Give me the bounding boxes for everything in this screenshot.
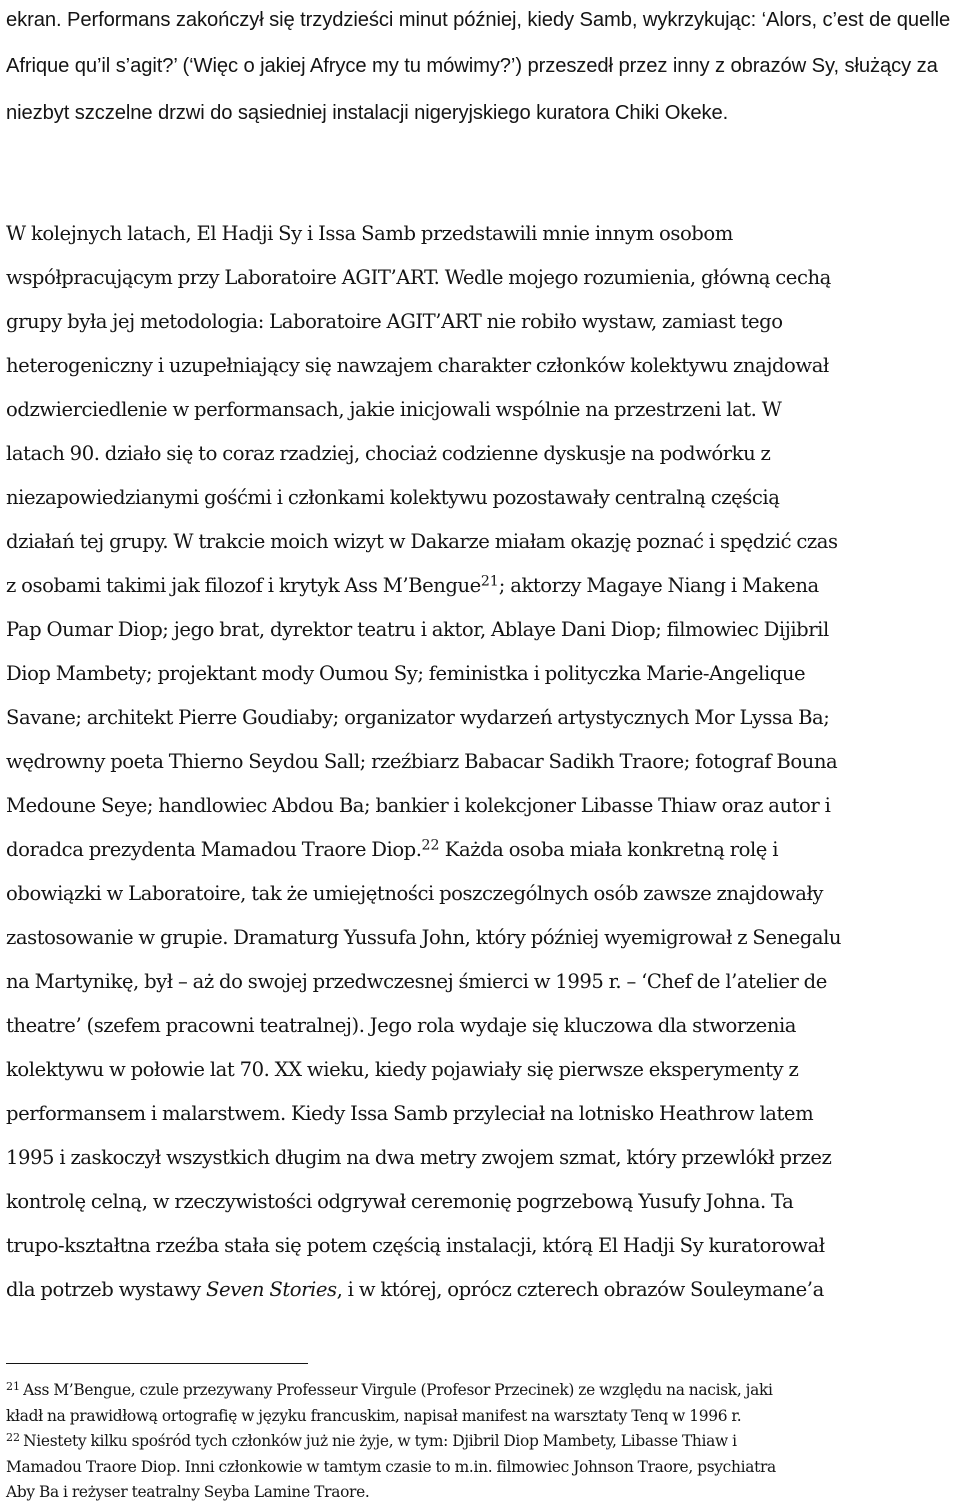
paragraph-2-line: grupy była jej metodologia: Laboratoire AGIT’ART nie robiło wystaw, zamiast tego [6,310,783,333]
line-text: ; aktorzy Magaye Niang i Makena [498,574,819,597]
paragraph-1: ekran. Performans zakończył się trzydzieści minut później, kiedy Samb, wykrzykując: ‘Alors, c’est de quelle Afrique qu’il s’agit?’ (‘Więc o jakiej Afryce my tu mówimy?’) przeszedł przez inny z obrazów Sy, służący za niezbyt szczelne drzwi do sąsiedniej instalacji nigeryjskiego kuratora Chiki Okeke. [6,9,951,124]
footnote-line: kładł na prawidłową ortografię w języku francuskim, napisał manifest na warsztaty Tenq w 1996 r. [6,1406,742,1425]
paragraph-2-line [6,828,954,872]
paragraph-2-line: theatre’ (szefem pracowni teatralnej). Jego rola wydaje się kluczowa dla stworzenia [6,1014,797,1037]
line-text: Każda osoba miała konkretną rolę i [439,838,779,861]
paragraph-2-line: Pap Oumar Diop; jego brat, dyrektor teatru i aktor, Ablaye Dani Diop; filmowiec Dijibril [6,618,829,641]
footnote-ref-21[interactable]: 21 [480,573,499,590]
paragraph-2-line: współpracującym przy Laboratoire AGIT’ART. Wedle mojego rozumienia, główną cechą [6,266,831,289]
paragraph-2-line: heterogeniczny i uzupełniający się nawzajem charakter członków kolektywu znajdował [6,354,829,377]
footnotes [6,1378,954,1506]
footnote-line: Mamadou Traore Diop. Inni członkowie w tamtym czasie to m.in. filmowiec Johnson Traore, psychiatra [6,1457,776,1476]
footnote-line: Aby Ba i reżyser teatralny Seyba Lamine Traore. [6,1483,370,1501]
paragraph-2-line: 1995 i zaskoczył wszystkich długim na dwa metry zwojem szmat, który przewlókł przez [6,1146,832,1169]
exhibition-title: Seven Stories [206,1278,337,1301]
paragraph-2-line: W kolejnych latach, El Hadji Sy i Issa Samb przedstawili mnie innym osobom [6,222,733,245]
footnote-21 [6,1378,954,1429]
paragraph-2-line: latach 90. działo się to coraz rzadziej, chociaż codzienne dyskusje na podwórku z [6,442,771,465]
line-text: Ass M’Bengue, czule przezywany Professeur Virgule (Profesor Przecinek) ze względu na nacisk, jaki [23,1381,773,1399]
footnote-number: 22 [6,1431,21,1445]
paragraph-2-line [6,1268,954,1312]
paragraph-2-line: wędrowny poeta Thierno Seydou Sall; rzeźbiarz Babacar Sadikh Traore; fotograf Bouna [6,750,838,773]
paragraph-2-line: działań tej grupy. W trakcie moich wizyt w Dakarze miałam okazję poznać i spędzić czas [6,530,838,553]
footnote-line [6,1378,954,1404]
footnote-ref-22[interactable]: 22 [421,837,440,854]
paragraph-2-line: trupo-kształtna rzeźba stała się potem częścią instalacji, którą El Hadji Sy kuratorował [6,1234,825,1257]
paragraph-2-line: niezapowiedzianymi gośćmi i członkami kolektywu pozostawały centralną częścią [6,486,780,509]
line-text: , i w której, oprócz czterech obrazów Souleymane’a [336,1278,824,1301]
footnote-22 [6,1429,954,1506]
paragraph-2-line: Savane; architekt Pierre Goudiaby; organizator wydarzeń artystycznych Mor Lyssa Ba; [6,706,830,729]
paragraph-2-line: Diop Mambety; projektant mody Oumou Sy; feministka i polityczka Marie-Angelique [6,662,806,685]
line-text: Niestety kilku spośród tych członków już nie żyje, w tym: Djibril Diop Mambety, Libasse Thiaw i [23,1432,737,1450]
paragraph-2-line: odzwierciedlenie w performansach, jakie inicjowali wspólnie na przestrzeni lat. W [6,398,782,421]
line-text: dla potrzeb wystawy [6,1278,207,1301]
paragraph-2-line [6,564,954,608]
paragraph-2-line: na Martynikę, był – aż do swojej przedwczesnej śmierci w 1995 r. – ‘Chef de l’atelier de [6,970,827,993]
paragraph-2-line: obowiązki w Laboratoire, tak że umiejętności poszczególnych osób zawsze znajdowały [6,882,823,905]
paragraph-2-line: kontrolę celną, w rzeczywistości odgrywał ceremonię pogrzebową Yusufy Johna. Ta [6,1190,794,1213]
line-text: z osobami takimi jak filozof i krytyk Ass M’Bengue [6,574,481,597]
footnote-line [6,1429,954,1455]
paragraph-2-line: performansem i malarstwem. Kiedy Issa Samb przyleciał na lotnisko Heathrow latem [6,1102,814,1125]
paragraph-2 [6,212,954,1312]
line-text: doradca prezydenta Mamadou Traore Diop. [6,838,422,861]
paragraph-2-line: zastosowanie w grupie. Dramaturg Yussufa John, który później wyemigrował z Senegalu [6,926,842,949]
paragraph-2-line: kolektywu w połowie lat 70. XX wieku, kiedy pojawiały się pierwsze eksperymenty z [6,1058,799,1081]
paragraph-2-line: Medoune Seye; handlowiec Abdou Ba; bankier i kolekcjoner Libasse Thiaw oraz autor i [6,794,831,817]
footnote-number: 21 [6,1380,21,1394]
footnote-separator [6,1363,308,1364]
